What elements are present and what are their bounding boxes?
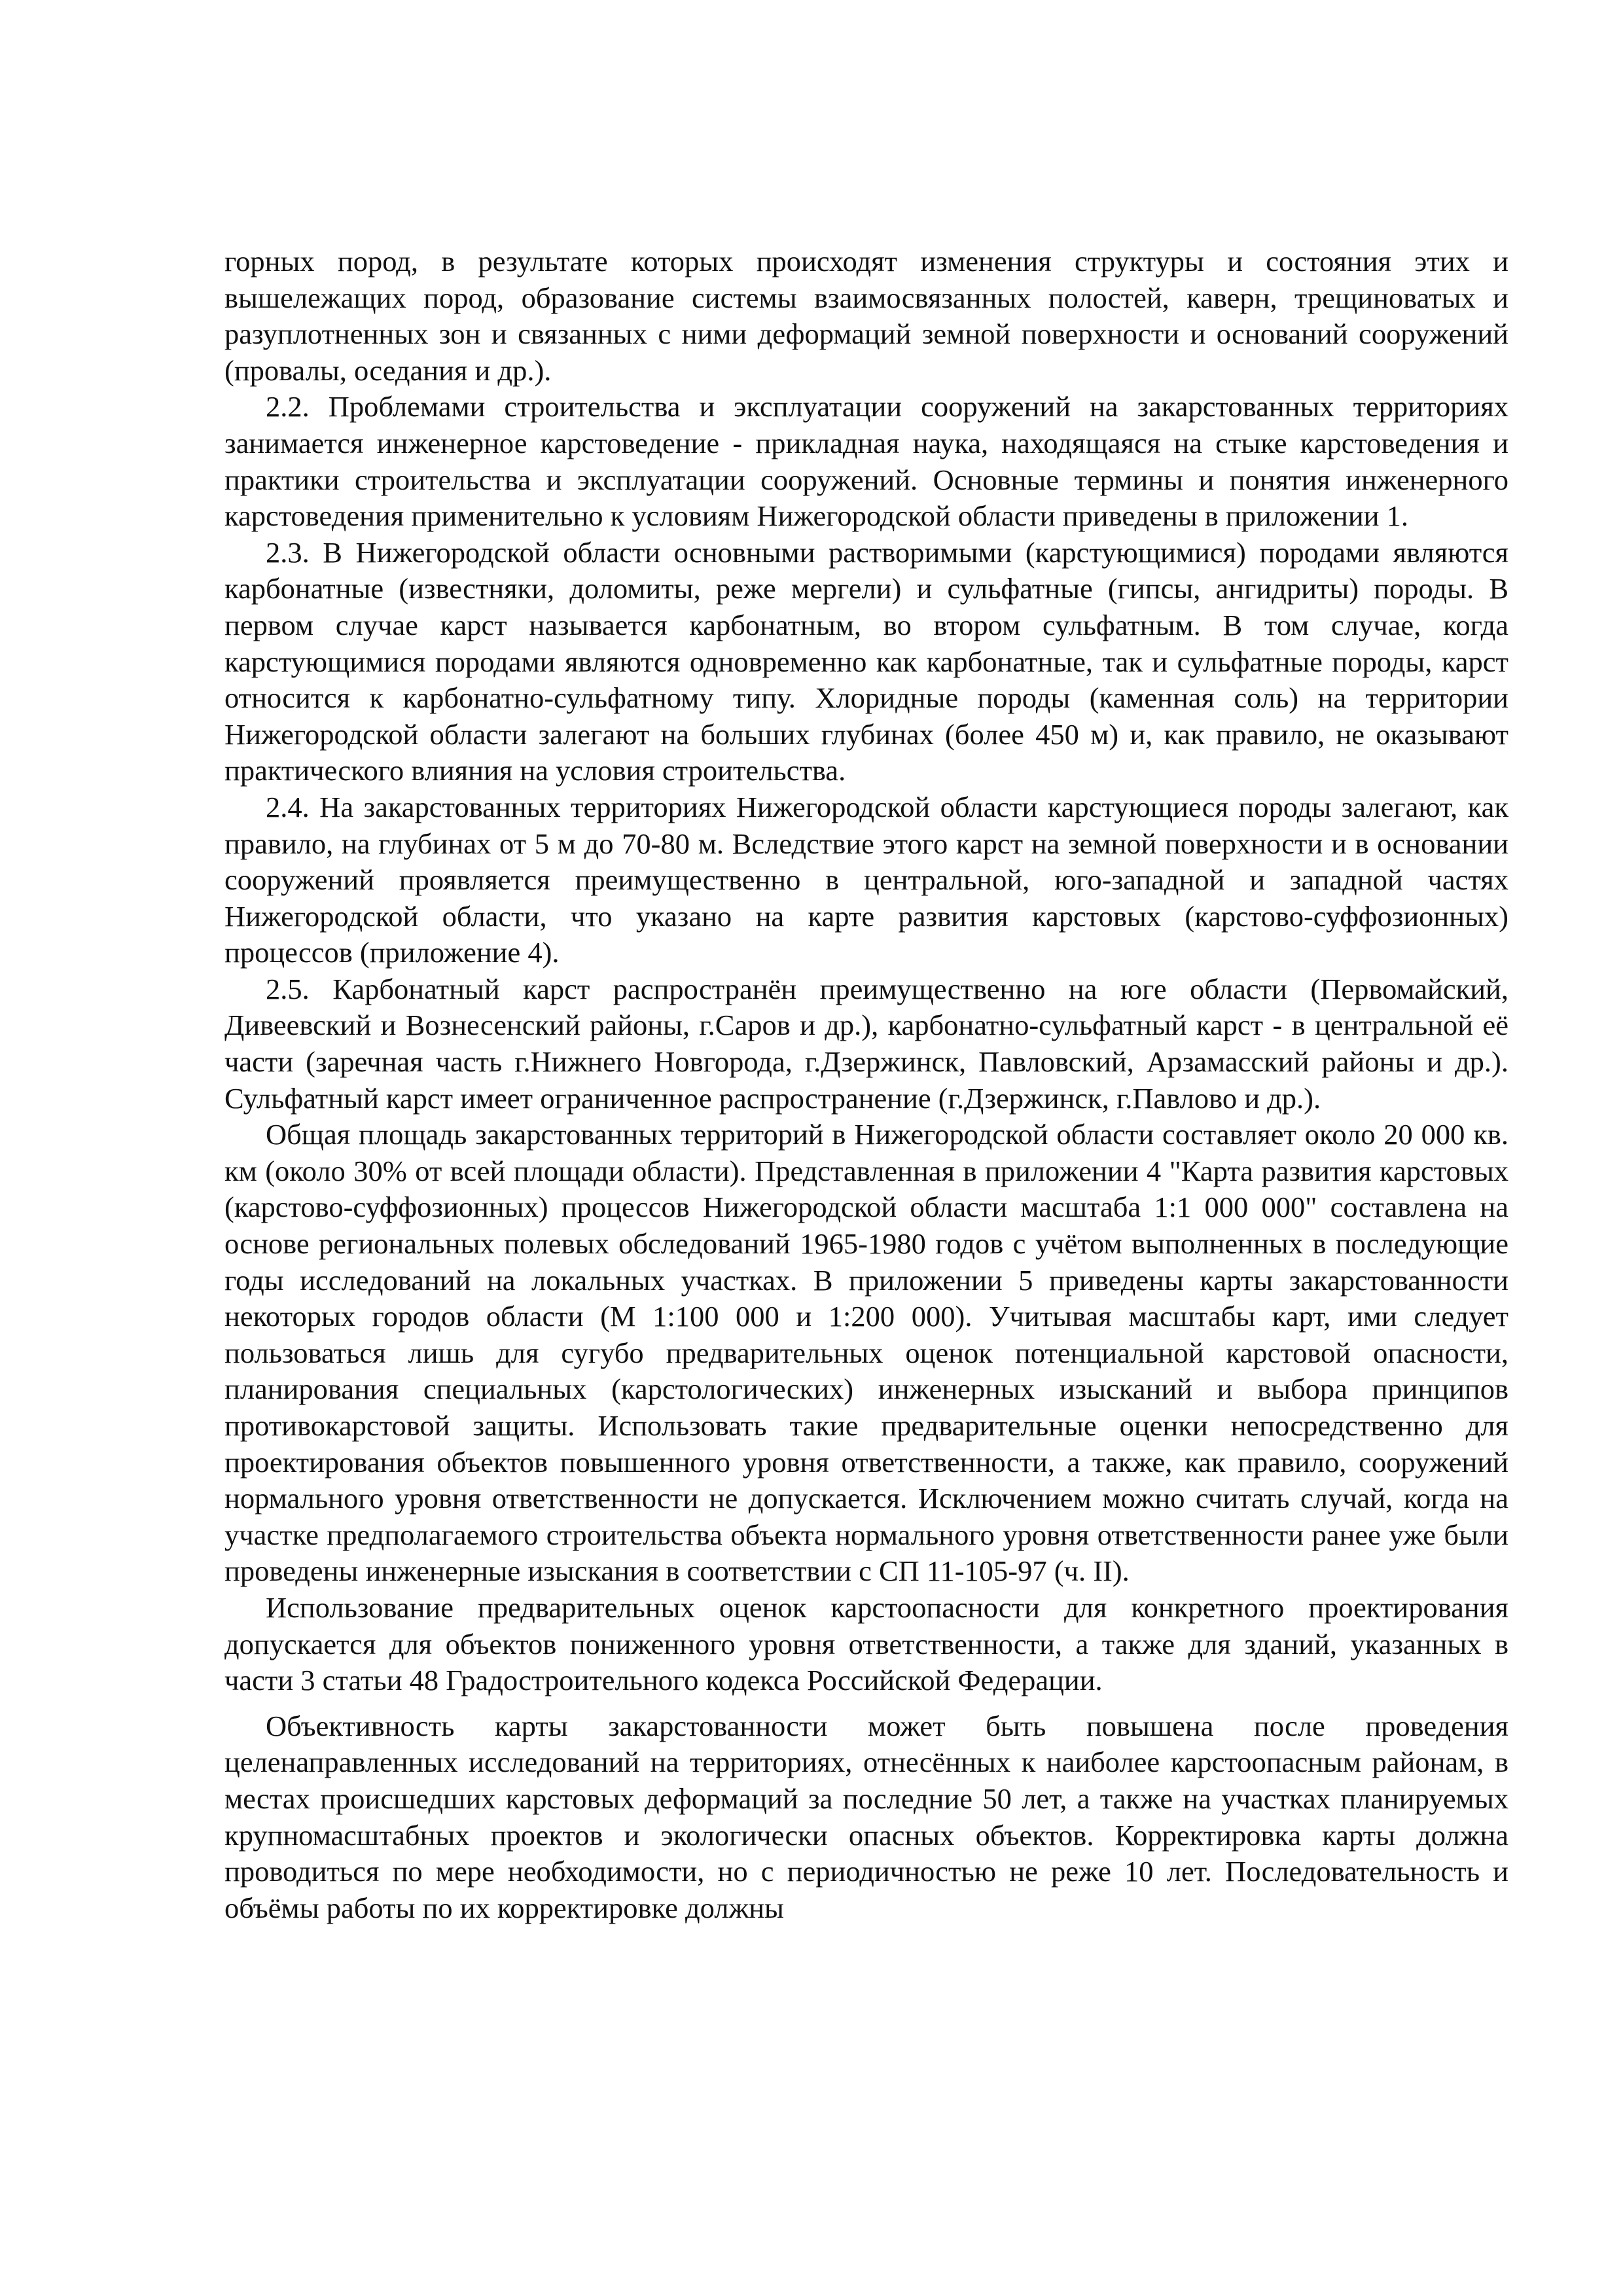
paragraph-map-objectivity: Объективность карты закарстованности может быть повышена после проведения целенаправленных исследований на территориях, отнесённых к наиболее карстоопасным районам, в местах происшедших карстовых деформаций за последние 50 лет, а также на участках планируемых крупномасштабных проектов и экологически опасных объектов. Корректировка карты должна проводиться по мере необходимости, но с периодичностью не реже 10 лет. Последовательность и объёмы работы по их корректировке должны [224, 1709, 1508, 1924]
paragraph-2-3: 2.3. В Нижегородской области основными растворимыми (карстующимися) породами являются карбонатные (известняки, доломиты, реже мергели) и сульфатные (гипсы, ангидриты) породы. В первом случае карст называется карбонатным, во втором сульфатным. В том случае, когда карстующимися породами являются одновременно как карбонатные, так и сульфатные породы, карст относится к карбонатно-сульфатному типу. Хлоридные породы (каменная соль) на территории Нижегородской области залегают на больших глубинах (более 450 м) и, как правило, не оказывают практического влияния на условия строительства. [224, 535, 1508, 787]
document-body [224, 243, 1508, 1926]
paragraph-preliminary-assessment-use: Использование предварительных оценок карстоопасности для конкретного проектирования допускается для объектов пониженного уровня ответственности, а также для зданий, указанных в части 3 статьи 48 Градостроительного кодекса Российской Федерации. [224, 1590, 1508, 1697]
paragraph-2-2: 2.2. Проблемами строительства и эксплуатации сооружений на закарстованных территориях занимается инженерное карстоведение - прикладная наука, находящаяся на стыке карстоведения и практики строительства и эксплуатации сооружений. Основные термины и понятия инженерного карстоведения применительно к условиям Нижегородской области приведены в приложении 1. [224, 390, 1508, 533]
paragraph-2-4: 2.4. На закарстованных территориях Нижегородской области карстующиеся породы залегают, как правило, на глубинах от 5 м до 70-80 м. Вследствие этого карст на земной поверхности и в основании сооружений проявляется преимущественно в центральной, юго-западной и западной частях Нижегородской области, что указано на карте развития карстовых (карстово-суффозионных) процессов (приложение 4). [224, 790, 1508, 969]
paragraph-2-5: 2.5. Карбонатный карст распространён преимущественно на юге области (Первомайский, Дивеевский и Вознесенский районы, г.Саров и др.), карбонатно-сульфатный карст - в центральной её части (заречная часть г.Нижнего Новгорода, г.Дзержинск, Павловский, Арзамасский районы и др.). Сульфатный карст имеет ограниченное распространение (г.Дзержинск, г.Павлово и др.). [224, 972, 1508, 1115]
paragraph-karst-definition-continued: горных пород, в результате которых происходят изменения структуры и состояния этих и вышележащих пород, образование системы взаимосвязанных полостей, каверн, трещиноватых и разуплотненных зон и связанных с ними деформаций земной поверхности и оснований сооружений (провалы, оседания и др.). [224, 245, 1508, 387]
paragraph-total-area: Общая площадь закарстованных территорий в Нижегородской области составляет около 20 000 кв. км (около 30% от всей площади области). Представленная в приложении 4 "Карта развития карстовых (карстово-суффозионных) процессов Нижегородской области масштаба 1:1 000 000" составлена на основе региональных полевых обследований 1965-1980 годов с учётом выполненных в последующие годы исследований на локальных участках. В приложении 5 приведены карты закарстованности некоторых городов области (М 1:100 000 и 1:200 000). Учитывая масштабы карт, ими следует пользоваться лишь для сугубо предварительных оценок потенциальной карстовой опасности, планирования специальных (карстологических) инженерных изысканий и выбора принципов противокарстовой защиты. Использовать такие предварительные оценки непосредственно для проектирования объектов повышенного уровня ответственности, а также, как правило, сооружений нормального уровня ответственности не допускается. Исключением можно считать случай, когда на участке предполагаемого строительства объекта нормального уровня ответственности ранее уже были проведены инженерные изыскания в соответствии с СП 11-105-97 (ч. II). [224, 1118, 1508, 1588]
